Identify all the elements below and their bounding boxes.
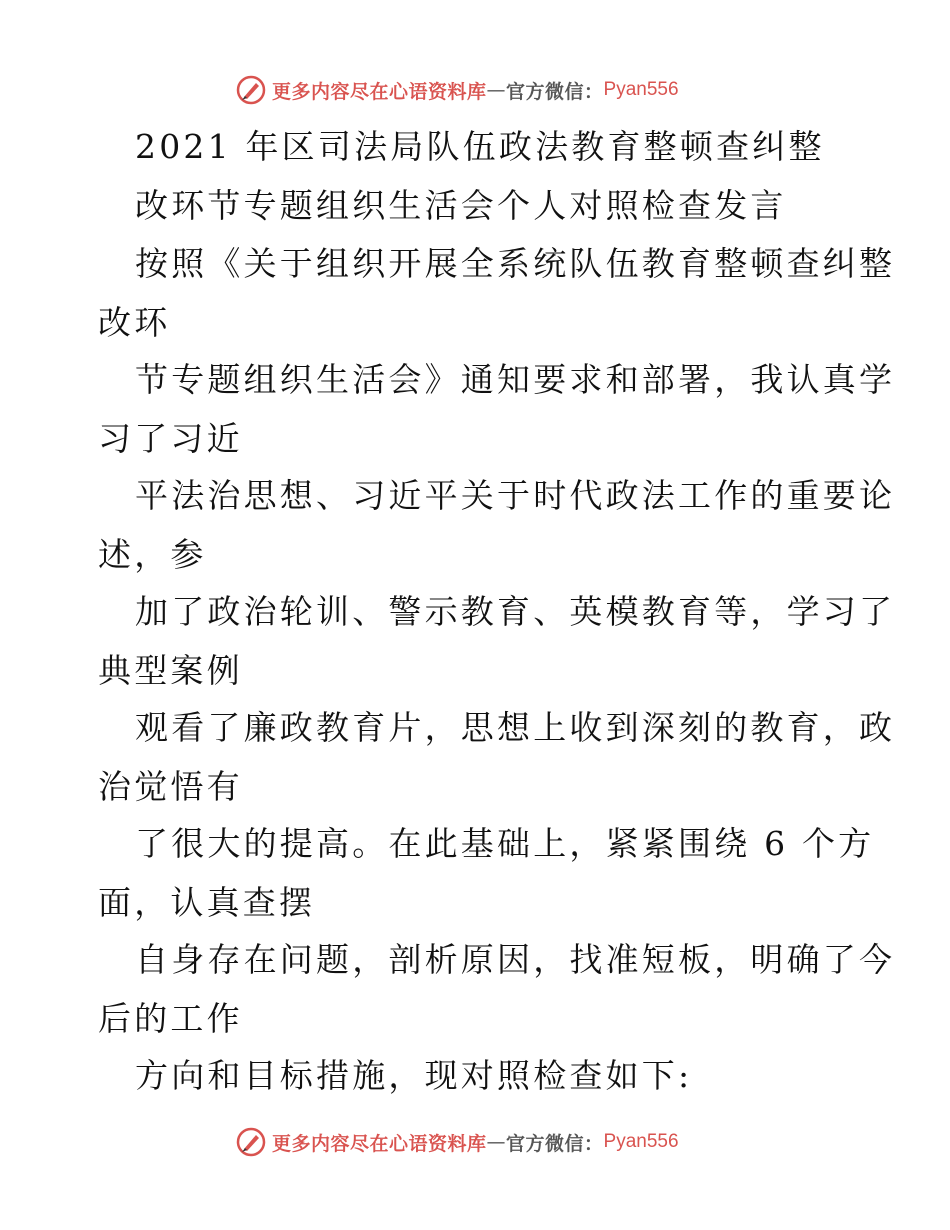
watermark-wechat-id: Pyan556 xyxy=(603,79,679,100)
doc-title-line-1: 2021 年区司法局队伍政法教育整顿查纠整 xyxy=(135,127,825,166)
watermark-main-text: 更多内容尽在心语资料库 xyxy=(272,1132,487,1155)
doc-text-line: 习了习近 xyxy=(98,419,243,458)
doc-text-line: 典型案例 xyxy=(98,651,243,690)
doc-text-line: 节专题组织生活会》通知要求和部署，我认真学 xyxy=(135,360,896,399)
doc-text-line: 面，认真查摆 xyxy=(98,883,316,922)
watermark-footer xyxy=(236,1124,679,1160)
doc-text-line: 加了政治轮训、警示教育、英模教育等，学习了 xyxy=(135,592,896,631)
doc-text-line: 了很大的提高。在此基础上，紧紧围绕 6 个方 xyxy=(135,824,875,863)
doc-text-line: 改环 xyxy=(98,303,171,342)
doc-text-line: 按照《关于组织开展全系统队伍教育整顿查纠整 xyxy=(135,244,896,283)
doc-text-line: 自身存在问题，剖析原因，找准短板，明确了今 xyxy=(135,940,896,979)
watermark-wechat-id: Pyan556 xyxy=(603,1131,679,1152)
doc-text-line: 方向和目标措施，现对照检查如下: xyxy=(135,1056,693,1095)
watermark-header xyxy=(236,72,679,108)
doc-text-line: 治觉悟有 xyxy=(98,767,243,806)
watermark-sub-text: 官方微信： xyxy=(506,1132,604,1155)
watermark-main-text: 更多内容尽在心语资料库 xyxy=(272,80,487,103)
watermark-sub-text: 官方微信： xyxy=(506,80,604,103)
doc-text-line: 观看了廉政教育片，思想上收到深刻的教育，政 xyxy=(135,708,896,747)
pen-logo-icon xyxy=(236,1127,266,1157)
watermark-dash: — xyxy=(486,1131,507,1153)
doc-text-line: 述，参 xyxy=(98,535,207,574)
doc-title-line-2: 改环节专题组织生活会个人对照检查发言 xyxy=(135,186,787,225)
doc-text-line: 平法治思想、习近平关于时代政法工作的重要论 xyxy=(135,476,896,515)
watermark-dash: — xyxy=(486,79,507,101)
doc-text-line: 后的工作 xyxy=(98,999,243,1038)
pen-logo-icon xyxy=(236,75,266,105)
